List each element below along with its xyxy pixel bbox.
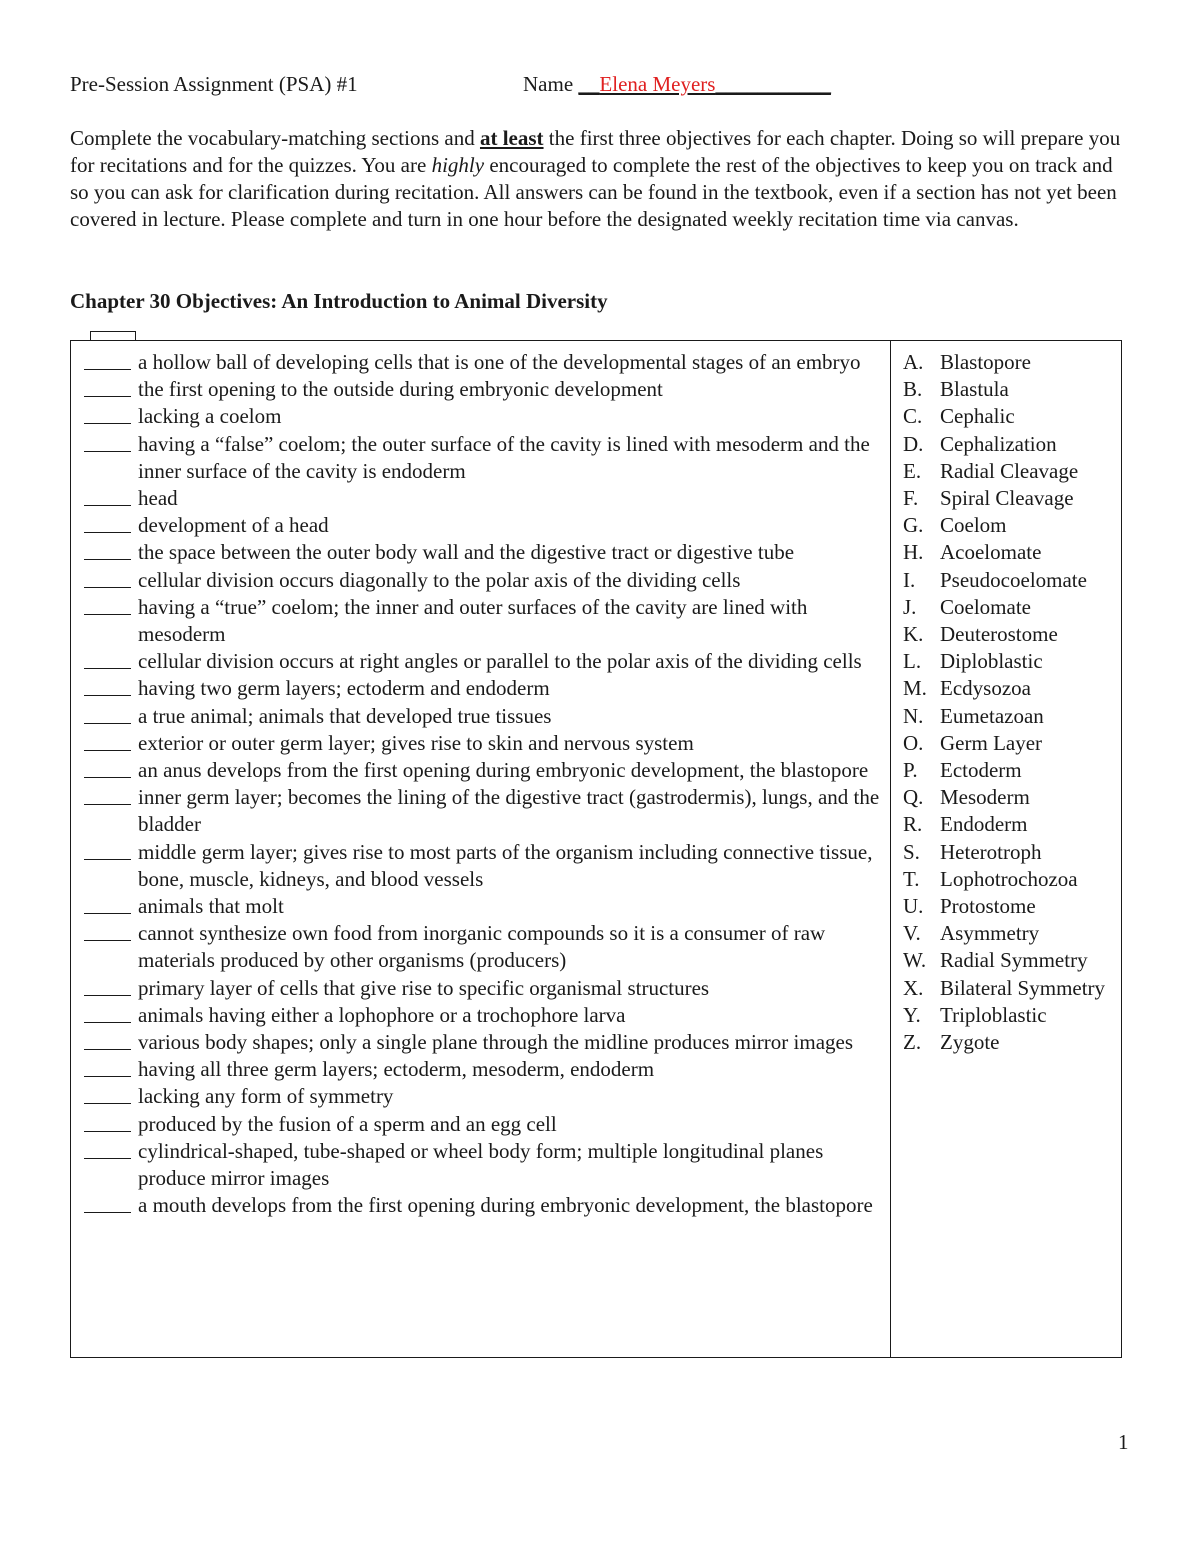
- term-item: [903, 349, 1118, 376]
- answer-blank[interactable]: [84, 349, 131, 370]
- definition-item: [84, 539, 884, 566]
- definition-item: [84, 784, 884, 838]
- definition-text: animals that molt: [138, 894, 284, 919]
- term-label: Pseudocoelomate: [940, 567, 1087, 592]
- term-label: Radial Cleavage: [940, 458, 1079, 483]
- answer-blank[interactable]: [84, 539, 131, 560]
- definition-text: cellular division occurs diagonally to the polar axis of the dividing cells: [138, 567, 741, 592]
- page-header: [70, 72, 1130, 102]
- answer-blank[interactable]: [84, 1192, 131, 1213]
- definition-item: [84, 1192, 884, 1219]
- answer-blank[interactable]: [84, 839, 131, 860]
- answer-blank[interactable]: [84, 1138, 131, 1159]
- term-label: Heterotroph: [940, 839, 1042, 864]
- definition-item: [84, 1083, 884, 1110]
- term-letter: P.: [903, 758, 918, 783]
- term-item: [903, 703, 1118, 730]
- definition-item: [84, 730, 884, 757]
- term-letter: V.: [903, 921, 921, 946]
- term-letter: G.: [903, 513, 924, 538]
- term-label: Germ Layer: [940, 730, 1043, 755]
- answer-blank[interactable]: [84, 403, 131, 424]
- term-item: [903, 648, 1118, 675]
- term-letter: W.: [903, 948, 927, 973]
- term-label: Ectoderm: [940, 758, 1022, 783]
- term-letter: O.: [903, 730, 924, 755]
- term-letter: L.: [903, 649, 922, 674]
- term-item: [903, 539, 1118, 566]
- answer-blank[interactable]: [84, 1111, 131, 1132]
- term-item: [903, 512, 1118, 539]
- definition-item: [84, 757, 884, 784]
- term-letter: N.: [903, 703, 924, 728]
- term-item: [903, 1029, 1118, 1056]
- intro-text-2: the first three objectives for each chapter. Doing so will prepare you for recitations and for the quizzes. You are: [70, 126, 1121, 177]
- answer-blank[interactable]: [84, 730, 131, 751]
- term-item: [903, 893, 1118, 920]
- chapter-title: Chapter 30 Objectives: An Introduction to Animal Diversity: [70, 289, 608, 313]
- definitions-column: [84, 349, 884, 1220]
- term-label: Deuterostome: [940, 622, 1058, 647]
- term-letter: J.: [903, 594, 917, 619]
- definition-item: [84, 567, 884, 594]
- answer-blank[interactable]: [84, 594, 131, 615]
- answer-blank[interactable]: [84, 648, 131, 669]
- definition-item: [84, 1111, 884, 1138]
- term-label: Coelom: [940, 513, 1007, 538]
- answer-blank[interactable]: [84, 920, 131, 941]
- definition-text: primary layer of cells that give rise to specific organismal structures: [138, 975, 710, 1000]
- term-item: [903, 784, 1118, 811]
- instructions-paragraph: [70, 125, 1130, 233]
- intro-text-3: encouraged to complete the rest of the objectives to keep you on track and so you can ask for clarification during recitation. All answers can be found in the textbook, even if a section has not yet been covered in lecture. Please complete and turn in one hour before the designated weekly recitation time via canvas.: [70, 153, 1117, 231]
- term-item: [903, 866, 1118, 893]
- term-label: Asymmetry: [940, 921, 1040, 946]
- answer-blank[interactable]: [84, 757, 131, 778]
- definition-text: various body shapes; only a single plane through the midline produces mirror images: [138, 1030, 854, 1055]
- definition-text: exterior or outer germ layer; gives rise to skin and nervous system: [138, 730, 694, 755]
- definition-text: the space between the outer body wall and the digestive tract or digestive tube: [138, 540, 795, 565]
- definition-item: [84, 431, 884, 485]
- term-letter: E.: [903, 458, 922, 483]
- name-label: Name: [523, 72, 579, 96]
- term-label: Bilateral Symmetry: [940, 975, 1106, 1000]
- definition-item: [84, 1056, 884, 1083]
- term-label: Coelomate: [940, 594, 1031, 619]
- term-letter: U.: [903, 894, 924, 919]
- definition-text: having a “true” coelom; the inner and outer surfaces of the cavity are lined with mesoderm: [138, 594, 808, 647]
- definition-text: cylindrical-shaped, tube-shaped or wheel body form; multiple longitudinal planes produce mirror images: [138, 1138, 824, 1191]
- answer-blank[interactable]: [84, 784, 131, 805]
- term-letter: F.: [903, 486, 919, 511]
- definition-item: [84, 1002, 884, 1029]
- answer-blank[interactable]: [84, 675, 131, 696]
- terms-column: [903, 349, 1118, 1056]
- definition-item: [84, 648, 884, 675]
- definition-item: [84, 349, 884, 376]
- definition-item: [84, 512, 884, 539]
- term-label: Triploblastic: [940, 1002, 1047, 1027]
- term-label: Zygote: [940, 1030, 1000, 1055]
- definition-item: [84, 594, 884, 648]
- term-label: Mesoderm: [940, 785, 1030, 810]
- term-item: [903, 403, 1118, 430]
- definition-text: a hollow ball of developing cells that is one of the developmental stages of an embryo: [138, 350, 861, 374]
- definition-text: cellular division occurs at right angles or parallel to the polar axis of the dividing cells: [138, 649, 862, 674]
- answer-blank[interactable]: [84, 1083, 131, 1104]
- definition-text: inner germ layer; becomes the lining of the digestive tract (gastrodermis), lungs, and the bladder: [138, 785, 880, 837]
- answer-blank[interactable]: [84, 703, 131, 724]
- definition-item: [84, 893, 884, 920]
- term-letter: Y.: [903, 1002, 921, 1027]
- term-item: [903, 485, 1118, 512]
- term-item: [903, 458, 1118, 485]
- term-item: [903, 376, 1118, 403]
- term-letter: B.: [903, 377, 923, 402]
- term-item: [903, 920, 1118, 947]
- name-blank-post: ___________: [715, 72, 831, 96]
- answer-blank[interactable]: [84, 1056, 131, 1077]
- definition-text: animals having either a lophophore or a trochophore larva: [138, 1002, 626, 1027]
- definition-text: having two germ layers; ectoderm and endoderm: [138, 676, 550, 701]
- term-item: [903, 1002, 1118, 1029]
- term-letter: I.: [903, 567, 916, 592]
- term-label: Blastula: [940, 377, 1009, 402]
- intro-emphasis-highly: highly: [431, 153, 485, 177]
- definition-text: development of a head: [138, 513, 329, 538]
- term-letter: A.: [903, 350, 924, 374]
- term-item: [903, 567, 1118, 594]
- name-line: [523, 72, 831, 97]
- intro-text-1: Complete the vocabulary-matching sections and: [70, 126, 480, 150]
- term-item: [903, 975, 1118, 1002]
- term-item: [903, 730, 1118, 757]
- assignment-title: Pre-Session Assignment (PSA) #1: [70, 72, 358, 96]
- definition-text: produced by the fusion of a sperm and an egg cell: [138, 1111, 557, 1136]
- term-letter: C.: [903, 404, 923, 429]
- definition-item: [84, 675, 884, 702]
- term-label: Cephalization: [940, 431, 1057, 456]
- term-item: [903, 594, 1118, 621]
- term-item: [903, 675, 1118, 702]
- term-letter: D.: [903, 431, 924, 456]
- definition-text: a true animal; animals that developed true tissues: [138, 703, 552, 728]
- definition-text: middle germ layer; gives rise to most parts of the organism including connective tissue, bone, muscle, kidneys, and blood vessels: [138, 839, 873, 891]
- definition-text: the first opening to the outside during embryonic development: [138, 377, 663, 402]
- answer-blank[interactable]: [84, 893, 131, 914]
- name-blank-pre: __: [578, 72, 600, 96]
- term-label: Acoelomate: [940, 540, 1042, 565]
- term-item: [903, 621, 1118, 648]
- term-letter: H.: [903, 540, 924, 565]
- term-label: Cephalic: [940, 404, 1015, 429]
- answer-blank[interactable]: [84, 975, 131, 996]
- page-number: 1: [1118, 1430, 1129, 1454]
- term-item: [903, 757, 1118, 784]
- definition-item: [84, 920, 884, 974]
- term-item: [903, 431, 1118, 458]
- definition-text: cannot synthesize own food from inorganic compounds so it is a consumer of raw materials produced by other organisms (producers): [138, 921, 826, 973]
- column-divider: [890, 341, 891, 1357]
- definition-text: having all three germ layers; ectoderm, mesoderm, endoderm: [138, 1057, 655, 1082]
- definition-item: [84, 376, 884, 403]
- definition-item: [84, 975, 884, 1002]
- term-label: Protostome: [940, 894, 1036, 919]
- answer-blank[interactable]: [84, 376, 131, 397]
- term-letter: R.: [903, 812, 923, 837]
- matching-table: [70, 340, 1122, 1358]
- definition-item: [84, 1138, 884, 1192]
- term-label: Ecdysozoa: [940, 676, 1031, 701]
- answer-blank[interactable]: [84, 1029, 131, 1050]
- definition-text: an anus develops from the first opening during embryonic development, the blastopore: [138, 758, 869, 783]
- definition-text: head: [138, 486, 178, 511]
- definition-item: [84, 703, 884, 730]
- term-letter: Z.: [903, 1030, 922, 1055]
- intro-emphasis-at-least: at least: [479, 126, 544, 150]
- definition-item: [84, 1029, 884, 1056]
- answer-blank[interactable]: [84, 1002, 131, 1023]
- term-label: Spiral Cleavage: [940, 486, 1074, 511]
- student-name: Elena Meyers: [599, 72, 716, 96]
- term-letter: X.: [903, 975, 924, 1000]
- term-item: [903, 839, 1118, 866]
- definition-text: lacking a coelom: [138, 404, 282, 429]
- answer-blank[interactable]: [84, 567, 131, 588]
- term-letter: Q.: [903, 785, 924, 810]
- term-letter: K.: [903, 622, 924, 647]
- definition-item: [84, 485, 884, 512]
- definition-item: [84, 839, 884, 893]
- term-item: [903, 811, 1118, 838]
- definition-text: lacking any form of symmetry: [138, 1084, 394, 1109]
- term-label: Radial Symmetry: [940, 948, 1088, 973]
- definition-text: having a “false” coelom; the outer surface of the cavity is lined with mesoderm and the inner surface of the cavity is endoderm: [138, 431, 870, 483]
- term-label: Blastopore: [940, 350, 1031, 374]
- term-letter: T.: [903, 866, 920, 891]
- answer-blank[interactable]: [84, 512, 131, 533]
- term-item: [903, 947, 1118, 974]
- definition-item: [84, 403, 884, 430]
- term-label: Eumetazoan: [940, 703, 1044, 728]
- term-letter: M.: [903, 676, 927, 701]
- answer-blank[interactable]: [84, 431, 131, 452]
- term-letter: S.: [903, 839, 920, 864]
- term-label: Endoderm: [940, 812, 1028, 837]
- term-label: Diploblastic: [940, 649, 1043, 674]
- answer-blank[interactable]: [84, 485, 131, 506]
- term-label: Lophotrochozoa: [940, 866, 1078, 891]
- definition-text: a mouth develops from the first opening during embryonic development, the blastopore: [138, 1193, 873, 1218]
